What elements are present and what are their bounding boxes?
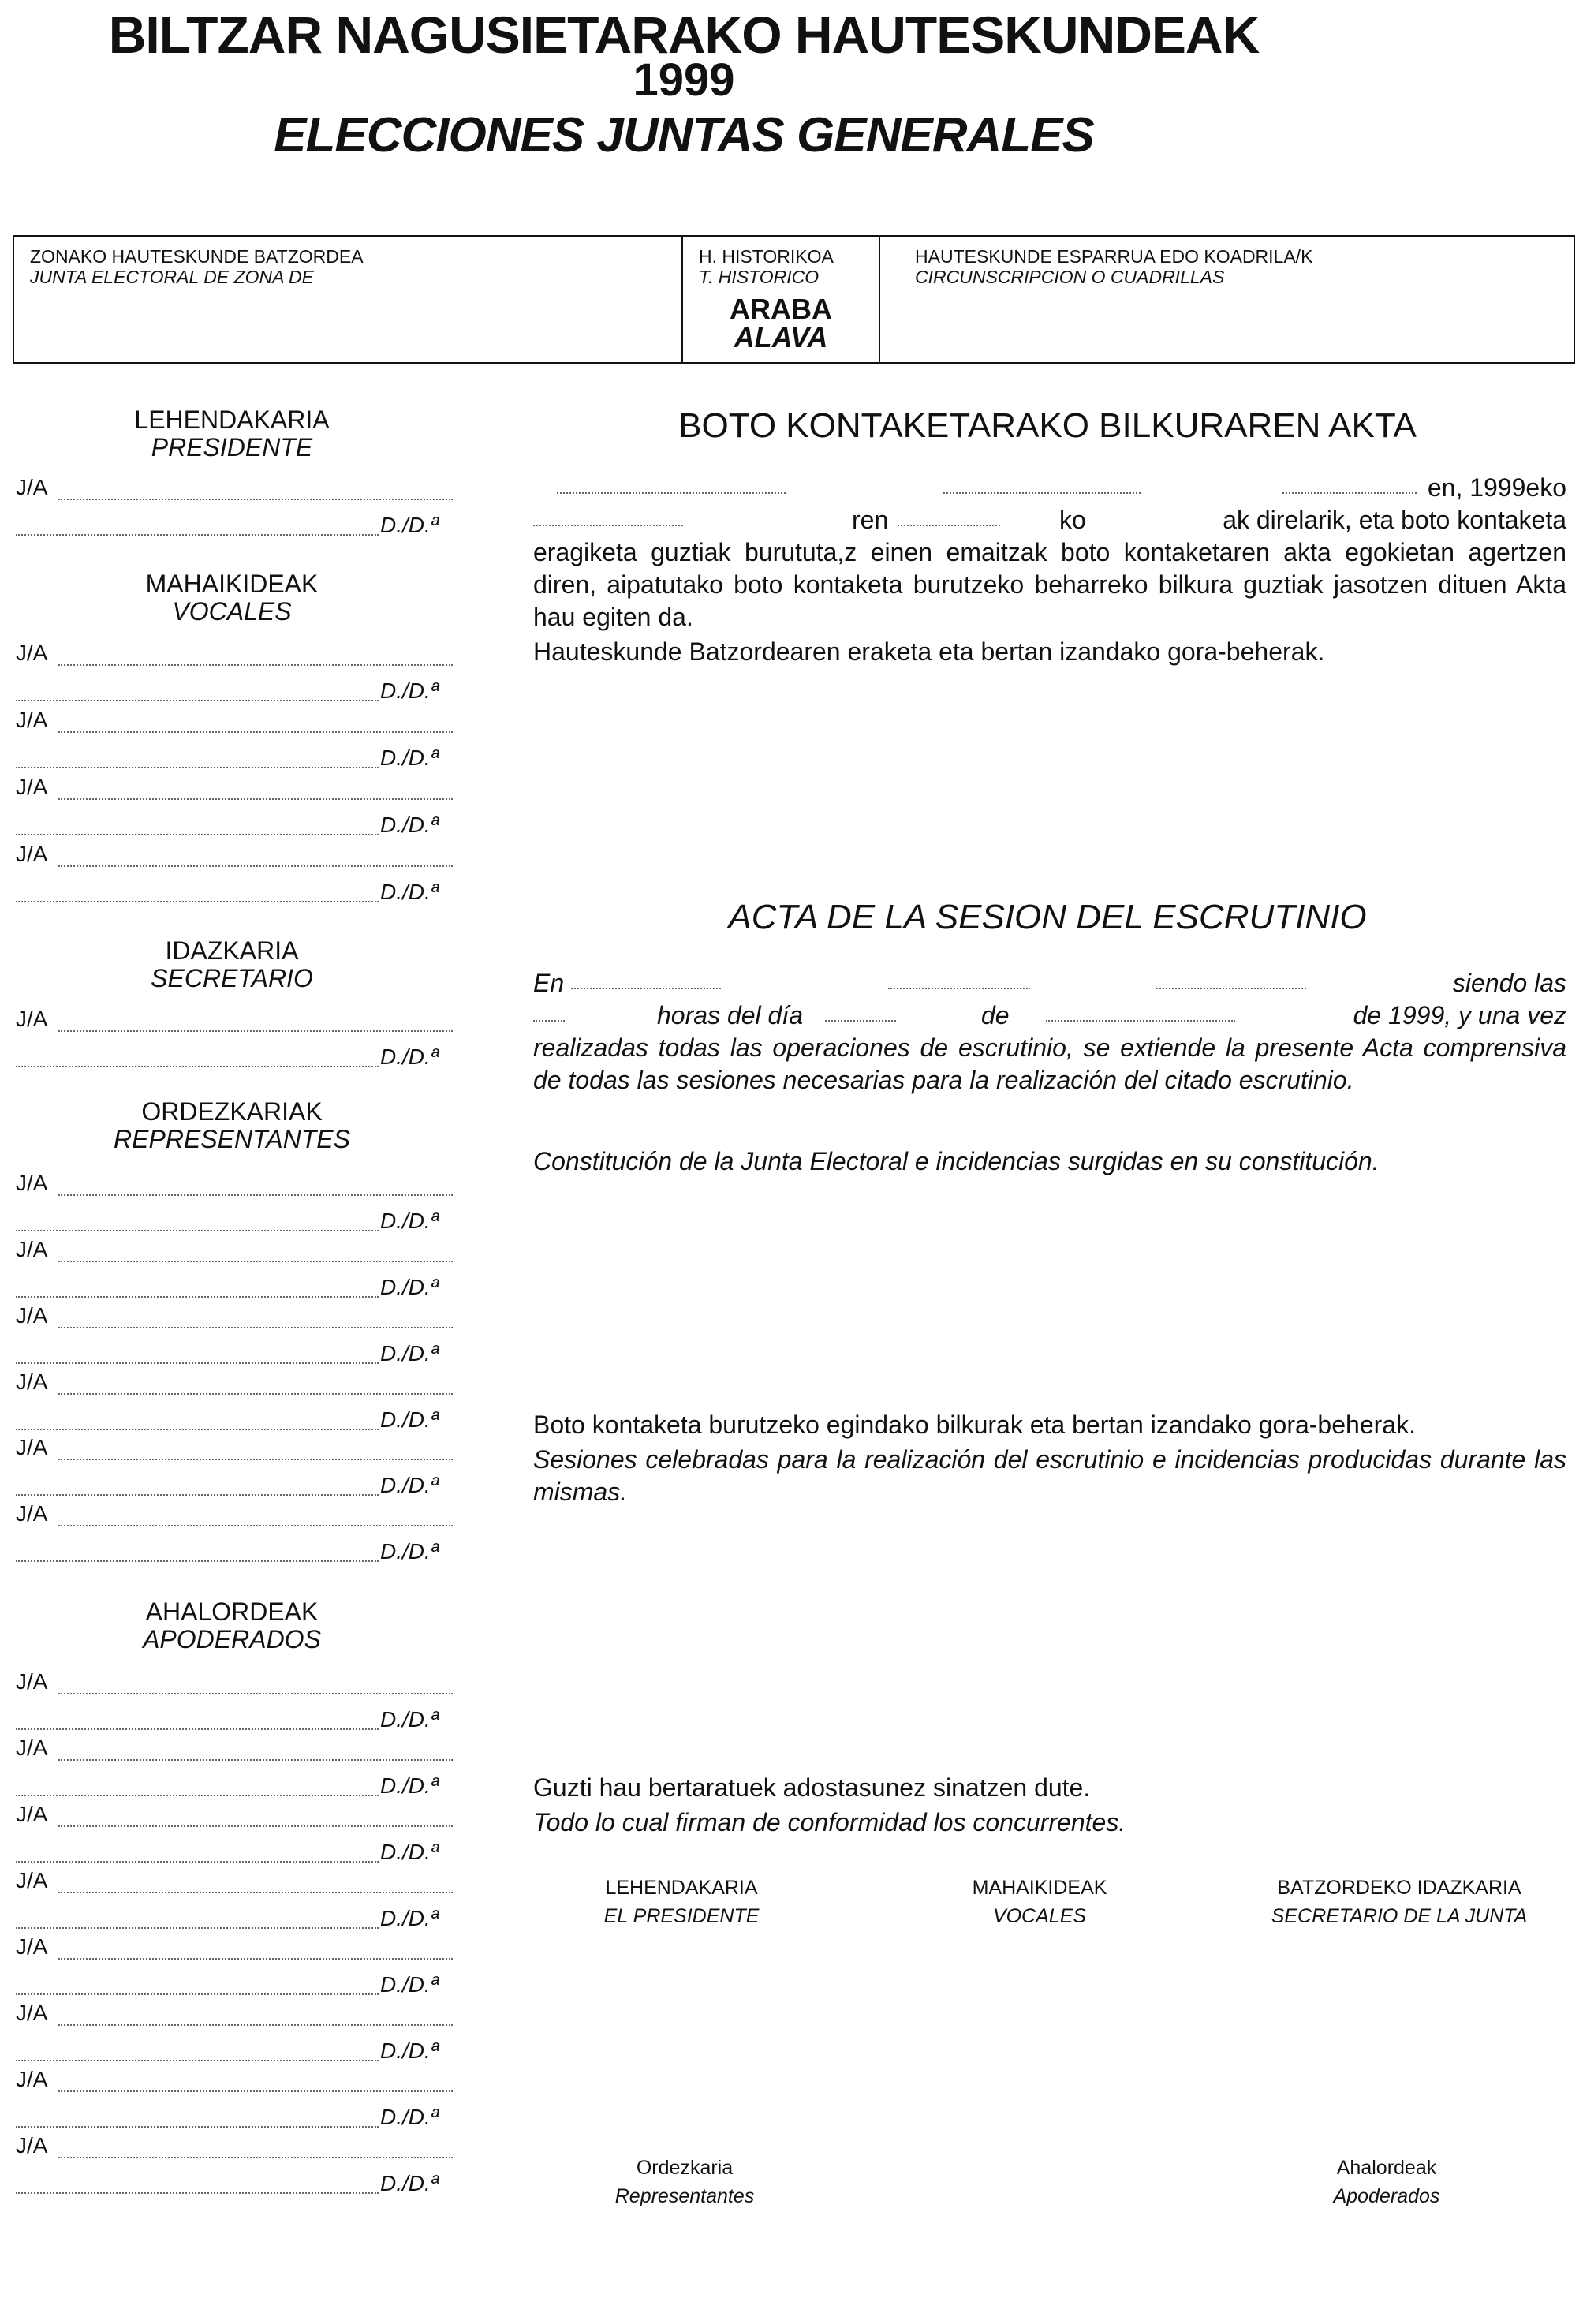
eu-intro-block: [533, 472, 1566, 633]
name-line-1[interactable]: [58, 1261, 453, 1262]
name-line-2[interactable]: [16, 1066, 379, 1067]
title-line-1: BILTZAR NAGUSIETARAKO HAUTESKUNDEAK: [108, 6, 1260, 64]
ja-label: J/A: [16, 775, 48, 799]
name-line-2[interactable]: [16, 1429, 379, 1430]
dd-label: D./D.ª: [380, 678, 439, 703]
ja-label: J/A: [16, 1868, 48, 1892]
closing-eu: Guzti hau bertaratuek adostasunez sinatzen dute.: [533, 1773, 1091, 1802]
territory-label-es: T. HISTORICO: [699, 267, 820, 287]
representatives-heading-es: REPRESENTANTES: [114, 1125, 350, 1153]
name-line-2[interactable]: [16, 1296, 379, 1298]
representatives-heading: [0, 1098, 464, 1153]
ja-label: J/A: [16, 475, 48, 499]
territory-label-eu: H. HISTORIKOA: [699, 246, 834, 267]
dd-label: D./D.ª: [380, 1840, 439, 1864]
dd-label: D./D.ª: [380, 513, 439, 537]
ja-label: J/A: [16, 1934, 48, 1959]
es-fill-line-1[interactable]: [533, 967, 1566, 999]
eu-body: eragiketa guztiak burututa,z einen emaitzak boto kontaketaren akta egokietan agertzen diren, aipatutako boto kontaketa burutzeko beharreko bilkura guztiak jasotzen dituen Akta hau egiten da.: [533, 538, 1566, 631]
name-line-2[interactable]: [16, 1861, 379, 1863]
district-label-eu: HAUTESKUNDE ESPARRUA EDO KOADRILA/K: [915, 246, 1313, 267]
sig-apoderados-es: Apoderados: [1333, 2185, 1440, 2207]
name-line-1[interactable]: [58, 1693, 453, 1694]
ja-label: J/A: [16, 2133, 48, 2158]
sig-secretary: [1234, 1874, 1565, 1930]
vocales-heading: [0, 570, 464, 626]
name-line-1[interactable]: [58, 865, 453, 867]
name-line-2[interactable]: [16, 1728, 379, 1730]
president-entry[interactable]: [16, 475, 457, 546]
dd-label: D./D.ª: [380, 1906, 439, 1930]
name-line-2[interactable]: [16, 767, 379, 768]
act-heading-es: ACTA DE LA SESION DEL ESCRUTINIO: [728, 898, 1367, 936]
president-heading: [0, 406, 464, 461]
name-line-1[interactable]: [58, 2090, 453, 2092]
name-line-2[interactable]: [16, 1927, 379, 1929]
name-line-1[interactable]: [58, 1759, 453, 1761]
sig-secretary-es: SECRETARIO DE LA JUNTA: [1271, 1905, 1528, 1927]
secretary-heading-eu: IDAZKARIA: [165, 936, 299, 965]
name-line-2[interactable]: [16, 700, 379, 701]
name-line-2[interactable]: [16, 1560, 379, 1562]
name-line-1[interactable]: [58, 798, 453, 800]
closing-es: Todo lo cual firman de conformidad los concurrentes.: [533, 1808, 1126, 1836]
apoderado-entry[interactable]: [16, 2001, 457, 2072]
es-fill2-horas: horas del día: [657, 1001, 804, 1029]
title-line-spanish: ELECCIONES JUNTAS GENERALES: [274, 108, 1094, 163]
name-line-1[interactable]: [58, 1393, 453, 1395]
name-line-2[interactable]: [16, 534, 379, 536]
apoderado-entry[interactable]: [16, 2133, 457, 2204]
name-line-2[interactable]: [16, 2192, 379, 2194]
ja-label: J/A: [16, 842, 48, 866]
secretary-heading: [0, 937, 464, 992]
district-cell[interactable]: [880, 237, 1574, 362]
es-fill-line-2[interactable]: [533, 999, 1566, 1032]
sessions-eu: Boto kontaketa burutzeko egindako bilkurak eta bertan izandako gora-beherak.: [533, 1410, 1416, 1439]
name-line-2[interactable]: [16, 2060, 379, 2061]
zone-label-eu: ZONAKO HAUTESKUNDE BATZORDEA: [30, 246, 364, 267]
dd-label: D./D.ª: [380, 1539, 439, 1564]
president-heading-eu: LEHENDAKARIA: [134, 405, 330, 434]
sig-representatives: [558, 2154, 811, 2210]
name-line-1[interactable]: [58, 1892, 453, 1893]
sig-secretary-eu: BATZORDEKO IDAZKARIA: [1277, 1877, 1521, 1899]
representative-entry[interactable]: [16, 1237, 457, 1308]
title-year: 1999: [633, 54, 735, 106]
district-label-es: CIRCUNSCRIPCION O CUADRILLAS: [915, 267, 1225, 287]
sig-apoderados-eu: Ahalordeak: [1336, 2157, 1437, 2179]
vocal-entry[interactable]: [16, 708, 457, 779]
representative-entry[interactable]: [16, 1435, 457, 1506]
eu-fill2-ko: ko: [1059, 506, 1086, 534]
ja-label: J/A: [16, 1369, 48, 1394]
apoderado-entry[interactable]: [16, 2067, 457, 2138]
vocales-heading-es: VOCALES: [172, 597, 292, 626]
eu-fill-line-2[interactable]: [533, 504, 1566, 536]
name-line-1[interactable]: [58, 664, 453, 666]
sig-president: [516, 1874, 847, 1930]
ja-label: J/A: [16, 1802, 48, 1826]
name-line-1[interactable]: [58, 2024, 453, 2026]
apoderado-entry[interactable]: [16, 1934, 457, 2005]
sig-vocales-eu: MAHAIKIDEAK: [972, 1877, 1107, 1899]
sig-apoderados: [1260, 2154, 1513, 2210]
dd-label: D./D.ª: [380, 1473, 439, 1497]
apoderados-heading-es: APODERADOS: [143, 1625, 321, 1653]
dd-label: D./D.ª: [380, 1972, 439, 1997]
dd-label: D./D.ª: [380, 1707, 439, 1732]
name-line-1[interactable]: [58, 1459, 453, 1460]
ja-label: J/A: [16, 641, 48, 665]
ja-label: J/A: [16, 1435, 48, 1459]
sig-vocales-es: VOCALES: [992, 1905, 1087, 1927]
sig-vocales: [874, 1874, 1205, 1930]
name-line-1[interactable]: [58, 1958, 453, 1960]
es-body: realizadas todas las operaciones de escrutinio, se extiende la presente Acta comprensiva de todas las sesiones necesarias para la realización del citado escrutinio.: [533, 1033, 1566, 1094]
dd-label: D./D.ª: [380, 2105, 439, 2129]
eu-fill-line-1[interactable]: [533, 472, 1566, 504]
es-fill1-start: En: [533, 969, 565, 997]
territory-name-es: ALAVA: [734, 321, 828, 353]
eu-fill1-end: en, 1999eko: [1427, 473, 1566, 502]
dd-label: D./D.ª: [380, 880, 439, 904]
name-line-2[interactable]: [16, 1795, 379, 1796]
ja-label: J/A: [16, 2067, 48, 2091]
name-line-1[interactable]: [58, 499, 453, 500]
apoderados-heading-eu: AHALORDEAK: [145, 1597, 319, 1626]
dd-label: D./D.ª: [380, 813, 439, 837]
dd-label: D./D.ª: [380, 1773, 439, 1798]
apoderado-entry[interactable]: [16, 1802, 457, 1873]
territory-name-eu: ARABA: [730, 293, 832, 325]
ja-label: J/A: [16, 1171, 48, 1195]
dd-label: D./D.ª: [380, 1044, 439, 1069]
name-line-1[interactable]: [58, 1194, 453, 1196]
territory-name: [683, 295, 879, 352]
ja-label: J/A: [16, 1501, 48, 1526]
ja-label: J/A: [16, 1007, 48, 1031]
eu-fill2-end: ak direlarik, eta boto kontaketa: [1223, 506, 1566, 534]
es-fill2-de: de: [981, 1001, 1010, 1029]
apoderado-entry[interactable]: [16, 1736, 457, 1807]
vocales-heading-eu: MAHAIKIDEAK: [145, 570, 319, 598]
name-line-2[interactable]: [16, 1494, 379, 1496]
apoderado-entry[interactable]: [16, 1669, 457, 1740]
dd-label: D./D.ª: [380, 1275, 439, 1299]
es-constitution: Constitución de la Junta Electoral e incidencias surgidas en su constitución.: [533, 1147, 1380, 1175]
territory-cell: [681, 237, 880, 362]
name-line-2[interactable]: [16, 901, 379, 902]
sig-president-eu: LEHENDAKARIA: [605, 1877, 758, 1899]
dd-label: D./D.ª: [380, 2171, 439, 2195]
president-heading-es: PRESIDENTE: [151, 433, 313, 461]
ja-label: J/A: [16, 1303, 48, 1328]
dd-label: D./D.ª: [380, 745, 439, 770]
ja-label: J/A: [16, 1237, 48, 1261]
ja-label: J/A: [16, 2001, 48, 2025]
sig-president-es: EL PRESIDENTE: [603, 1905, 760, 1927]
representative-entry[interactable]: [16, 1369, 457, 1440]
dd-label: D./D.ª: [380, 2038, 439, 2063]
act-heading-eu: BOTO KONTAKETARAKO BILKURAREN AKTA: [678, 406, 1417, 445]
name-line-2[interactable]: [16, 1230, 379, 1231]
apoderado-entry[interactable]: [16, 1868, 457, 1939]
vocal-entry[interactable]: [16, 775, 457, 846]
name-line-2[interactable]: [16, 2126, 379, 2128]
sig-representatives-es: Representantes: [614, 2185, 755, 2207]
secretary-heading-es: SECRETARIO: [151, 964, 313, 992]
name-line-1[interactable]: [58, 1825, 453, 1827]
name-line-2[interactable]: [16, 1362, 379, 1364]
apoderados-heading: [0, 1598, 464, 1653]
ja-label: J/A: [16, 708, 48, 732]
name-line-1[interactable]: [58, 1327, 453, 1328]
secretary-entry[interactable]: [16, 1007, 457, 1078]
zone-cell[interactable]: [14, 237, 681, 362]
header-box: [13, 235, 1575, 364]
eu-constitution: Hauteskunde Batzordearen eraketa eta bertan izandako gora-beherak.: [533, 637, 1325, 666]
eu-fill2-ren: ren: [852, 506, 889, 534]
name-line-1[interactable]: [58, 731, 453, 733]
name-line-2[interactable]: [16, 834, 379, 835]
es-intro-block: [533, 967, 1566, 1097]
representative-entry[interactable]: [16, 1501, 457, 1572]
ja-label: J/A: [16, 1669, 48, 1694]
zone-label-es: JUNTA ELECTORAL DE ZONA DE: [30, 267, 314, 287]
ja-label: J/A: [16, 1736, 48, 1760]
name-line-2[interactable]: [16, 1993, 379, 1995]
vocal-entry[interactable]: [16, 641, 457, 712]
es-fill1-end: siendo las: [1452, 969, 1566, 997]
name-line-1[interactable]: [58, 2157, 453, 2158]
sig-representatives-eu: Ordezkaria: [636, 2157, 734, 2179]
dd-label: D./D.ª: [380, 1407, 439, 1432]
dd-label: D./D.ª: [380, 1341, 439, 1366]
es-fill2-end: de 1999, y una vez: [1353, 1001, 1566, 1029]
vocal-entry[interactable]: [16, 842, 457, 913]
representative-entry[interactable]: [16, 1171, 457, 1242]
representatives-heading-eu: ORDEZKARIAK: [141, 1097, 323, 1126]
dd-label: D./D.ª: [380, 1209, 439, 1233]
representative-entry[interactable]: [16, 1303, 457, 1374]
name-line-1[interactable]: [58, 1525, 453, 1526]
sessions-es: Sesiones celebradas para la realización del escrutinio e incidencias producidas durante las mismas.: [533, 1445, 1566, 1506]
name-line-1[interactable]: [58, 1030, 453, 1032]
